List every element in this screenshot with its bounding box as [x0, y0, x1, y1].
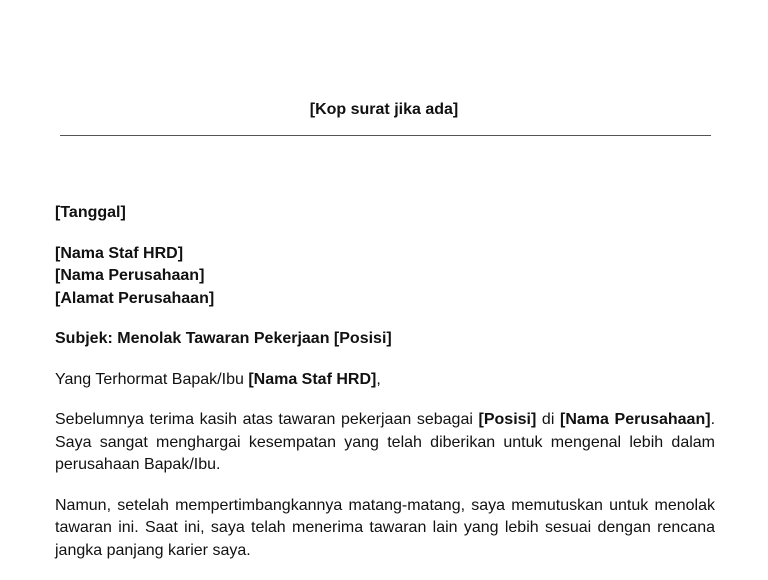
paragraph-decline: Namun, setelah mempertimbangkannya matang-matang, saya memutuskan untuk menolak tawaran ini. Saat ini, saya telah menerima tawaran lain yang lebih sesuai dengan rencana jangka panjang karier saya.: [55, 496, 715, 559]
salutation-prefix: Yang Terhormat Bapak/Ibu: [55, 370, 249, 388]
company-placeholder: [Nama Perusahaan]: [560, 411, 711, 428]
letter-salutation: [55, 369, 715, 392]
paragraph-thanks-text2: di: [536, 411, 560, 428]
recipient-block: [55, 243, 715, 311]
paragraph-thanks-text1: Sebelumnya terima kasih atas tawaran pekerjaan sebagai: [55, 411, 479, 428]
letter-body: [55, 202, 715, 580]
position-placeholder: [Posisi]: [478, 411, 537, 428]
salutation-name: [Nama Staf HRD]: [248, 370, 377, 388]
salutation-suffix: ,: [376, 370, 381, 388]
paragraph-thanks: [55, 409, 715, 477]
recipient-name: [Nama Staf HRD]: [55, 244, 184, 262]
paragraph-thanks-text3: . Saya sangat menghargai kesempatan yang telah diberikan untuk mengenal lebih dalam perusahaan Bapak/Ibu.: [55, 411, 716, 473]
recipient-address: [Alamat Perusahaan]: [55, 289, 215, 307]
letterhead: [Kop surat jika ada]: [309, 101, 459, 118]
recipient-company: [Nama Perusahaan]: [55, 267, 205, 284]
letterhead-divider: [60, 135, 711, 136]
letter-date: [Tanggal]: [55, 204, 126, 221]
letter-subject: Subjek: Menolak Tawaran Pekerjaan [Posisi]: [55, 330, 392, 347]
